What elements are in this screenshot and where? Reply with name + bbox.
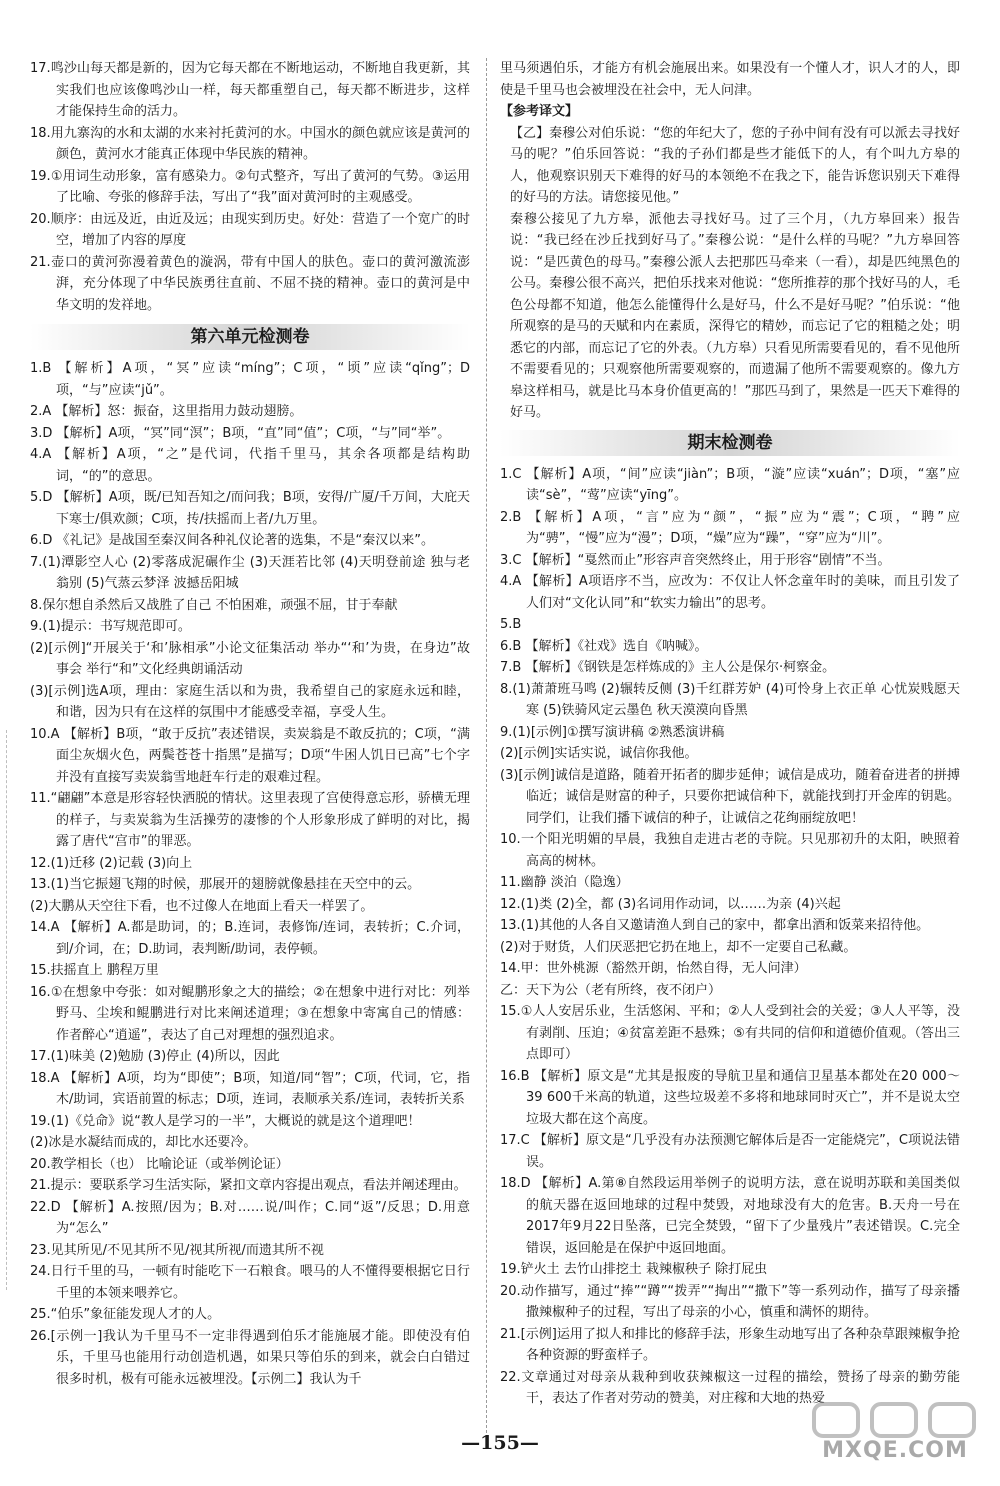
answer-item: 18.用九寨沟的水和太湖的水来衬托黄河的水。中国水的颜色就应该是黄河的颜色，黄河水才能真正体现中华民族的精神。 bbox=[30, 125, 470, 162]
answer-item: 25.“伯乐”象征能发现人才的人。 bbox=[30, 1307, 221, 1322]
translation-paragraph: 秦穆公接见了九方皋，派他去寻找好马。过了三个月，（九方皋回来）报告说：“我已经在沙丘找到好马了。”秦穆公说：“是什么样的马呢？”九方皋回答说：“是匹黄色的母马。”秦穆公派人去把那匹马牵来（一看），却是匹纯黑色的公马。秦穆公很不高兴，把伯乐找来对他说：“您所推荐的那个找好马的人，毛色公母都不知道，他怎么能懂得什么是好马，什么不是好马呢？”伯乐说：“他所观察的是马的天赋和内在素质，深得它的精妙，而忘记了它的粗糙之处；明悉它的内部，而忘记了它的外表。（九方皋）只看见所需要看见的，看不见他所不需要看见的；只观察他所需要观察的，而遗漏了他所不需要观察的。像九方皋这样相马，就是比马本身价值更高的！”那匹马到了，果然是一匹天下难得的好马。 bbox=[510, 211, 960, 420]
answer-item: (3)[示例]诚信是道路，随着开拓者的脚步延伸；诚信是成功，随着奋进者的拼搏临近；诚信是财富的种子，只要你把诚信种下，就能找到打开金库的钥匙。同学们，让我们播下诚信的种子，让诚信之花绚丽绽放吧！ bbox=[500, 767, 960, 826]
answer-item: 21.提示：要联系学习生活实际，紧扣文章内容提出观点，看法并阐述理由。 bbox=[30, 1178, 467, 1193]
answer-item: 13.(1)其他的人各自又邀请渔人到自己的家中，都拿出酒和饭菜来招待他。 bbox=[500, 918, 930, 933]
binding-margin-line bbox=[6, 730, 7, 1290]
answer-item: 5.D 【解析】A项，既/已知吾知之/而问我；B项，安得/广厦/千万间，大庇天下寒士/俱欢颜；C项，抟/扶摇而上者/九万里。 bbox=[30, 490, 470, 527]
page-number: —155— bbox=[461, 1432, 539, 1454]
answer-item: 7.B 【解析】《钢铁是怎样炼成的》主人公是保尔·柯察金。 bbox=[500, 660, 836, 675]
answer-item: 13.(1)当它振翅飞翔的时候，那展开的翅膀就像悬挂在天空中的云。 bbox=[30, 877, 421, 892]
answer-item: 8.保尔想自杀然后又战胜了自己 不怕困难，顽强不屈，甘于奉献 bbox=[30, 597, 398, 613]
answer-item: 22.文章通过对母亲从栽种到收获辣椒这一过程的描绘，赞扬了母亲的勤劳能干，表达了作者对劳动的赞美，对庄稼和大地的热爱 bbox=[500, 1369, 960, 1406]
answer-item: 15.扶摇直上 鹏程万里 bbox=[30, 963, 159, 978]
translation-paragraph: 【乙】秦穆公对伯乐说：“您的年纪大了，您的子孙中间有没有可以派去寻找好马的呢？”伯乐回答说：“我的子孙们都是些才能低下的人，有个叫九方皋的人，他观察识别天下难得的好马的本领绝不在我之下，能告诉您识别天下难得的好马的方法。请您接见他。” bbox=[510, 125, 960, 205]
answer-item: 2.A 【解析】怒：振奋，这里指用力鼓动翅膀。 bbox=[30, 404, 303, 419]
answer-item: 2.B 【解析】A项，“言”应为“颜”，“振”应为“震”；C项，“聘”应为“骋”，“慢”应为“漫”；D项，“燥”应为“躁”，“穿”应为“川”。 bbox=[500, 509, 960, 546]
answer-item: 21.壶口的黄河弥漫着黄色的漩涡，带有中国人的肤色。壶口的黄河激流澎湃，充分体现了中华民族勇往直前、不屈不挠的精神。壶口的黄河是中华文明的发祥地。 bbox=[30, 254, 470, 313]
answer-item: 20.顺序：由远及近，由近及远；由现实到历史。好处：营造了一个宽广的时空，增加了内容的厚度 bbox=[30, 211, 470, 248]
answer-item: (2)冰是水凝结而成的，却比水还要冷。 bbox=[30, 1135, 257, 1150]
reference-translation-label: 【参考译文】 bbox=[500, 104, 579, 119]
answer-item: 6.D 《礼记》是战国至秦汉间各种礼仪论著的选集，不是“秦汉以来”。 bbox=[30, 533, 435, 548]
answer-item: 20.动作描写，通过“捧”“蹲”“拨弄”“掏出”“撒下”等一系列动作，描写了母亲播撒辣椒种子的过程，写出了母亲的小心，慎重和满怀的期待。 bbox=[500, 1283, 960, 1320]
answer-item: 4.A 【解析】A项语序不当，应改为：不仅让人怀念童年时的美味，而且引发了人们对“文化认同”和“软实力输出”的思考。 bbox=[500, 574, 960, 611]
answer-item: 19.①用词生动形象，富有感染力。②句式整齐，写出了黄河的气势。③运用了比喻、夸张的修辞手法，写出了“我”面对黄河时的主观感受。 bbox=[30, 168, 470, 205]
answer-item: (2)[示例]实话实说，诚信你我他。 bbox=[500, 746, 698, 761]
watermark-logo: MXQE.COM bbox=[800, 1400, 992, 1480]
section-title-unit-six: 第六单元检测卷 bbox=[30, 324, 470, 350]
answer-item: 1.B 【解析】A项，“冥”应读“míng”；C项，“顷”应读“qǐng”；D项，“与”应读“jǔ”。 bbox=[30, 361, 470, 398]
answer-item: 乙：天下为公（老有所终，夜不闭户） bbox=[500, 982, 722, 998]
answer-item: 7.(1)潭影空人心 (2)零落成泥碾作尘 (3)天涯若比邻 (4)天明登前途 独与老翁别 (5)气蒸云梦泽 波撼岳阳城 bbox=[30, 554, 470, 591]
answer-item: 26.[示例一]我认为千里马不一定非得遇到伯乐才能施展才能。即使没有伯乐，千里马也能用行动创造机遇，如果只等伯乐的到来，就会白白错过很多时机，极有可能永远被埋没。【示例二】我认为千 bbox=[30, 1328, 470, 1387]
answer-item: (3)[示例]选A项，理由：家庭生活以和为贵，我希望自己的家庭永远和睦，和谐，因为只有在这样的氛围中才能感受幸福，享受人生。 bbox=[30, 683, 470, 720]
answer-item: 1.C 【解析】A项，“间”应读“jiàn”；B项，“漩”应读“xuán”；D项，“塞”应读“sè”，“莺”应读“yīng”。 bbox=[500, 466, 960, 503]
answer-item: 22.D 【解析】A.按照/因为；B.对……说/叫作；C.同“返”/反思；D.用意为“怎么” bbox=[30, 1199, 470, 1236]
answer-item: 24.日行千里的马，一顿有时能吃下一石粮食。喂马的人不懂得要根据它日行千里的本领来喂养它。 bbox=[30, 1264, 470, 1301]
continued-answer: 里马须遇伯乐，才能方有机会施展出来。如果没有一个懂人才，识人才的人，即使是千里马也会被埋没在社会中，无人问津。 bbox=[500, 61, 960, 98]
answer-item: 8.(1)萧萧班马鸣 (2)辗转反侧 (3)千红群芳妒 (4)可怜身上衣正单 心忧炭贱愿天寒 (5)铁骑风定云墨色 秋天漠漠向昏黑 bbox=[500, 681, 960, 718]
answer-item: 19.铲火土 去竹山排挖土 栽辣椒秧子 除打屁虫 bbox=[500, 1262, 768, 1277]
answer-item: 11.“翩翩”本意是形容轻快洒脱的情状。这里表现了宫使得意忘形，骄横无理的样子，与卖炭翁为生活操劳的凄惨的个人形象形成了鲜明的对比，揭露了唐代“宫市”的罪恶。 bbox=[30, 791, 470, 849]
answer-item: 9.(1)提示：书写规范即可。 bbox=[30, 619, 191, 634]
answer-item: 23.见其所见/不见其所不见/视其所视/而遗其所不视 bbox=[30, 1242, 324, 1258]
answer-item: 4.A 【解析】A项，“之”是代词，代指千里马，其余各项都是结构助词，“的”的意思。 bbox=[30, 447, 470, 484]
answer-item: 14.甲：世外桃源（豁然开朗，怡然自得，无人问津） bbox=[500, 961, 807, 976]
answer-item: 18.A 【解析】A项，均为“即使”；B项，知道/同“智”；C项，代词，它，指木/助词，宾语前置的标志；D项，连词，表顺承关系/连词，表转折关系 bbox=[30, 1070, 470, 1107]
unit-six-answers bbox=[30, 358, 470, 1390]
section-title-final-exam: 期末检测卷 bbox=[500, 430, 960, 456]
final-exam-answers bbox=[500, 464, 960, 1410]
answer-item: 21.[示例]运用了拟人和排比的修辞手法，形象生动地写出了各种杂草跟辣椒争抢各种资源的野蛮样子。 bbox=[500, 1326, 960, 1363]
answer-item: 3.D 【解析】A项，“冥”同“溟”；B项，“直”同“值”；C项，“与”同“举”。 bbox=[30, 425, 451, 441]
answer-item: 12.(1)类 (2)全，都 (3)名词用作动词，以……为亲 (4)兴起 bbox=[500, 896, 841, 912]
answer-item: 11.幽静 淡泊（隐逸） bbox=[500, 875, 629, 890]
answer-item: (2)对于财货，人们厌恶把它扔在地上，却不一定要自己私藏。 bbox=[500, 939, 857, 955]
answer-item: 9.(1)[示例]①撰写演讲稿 ②熟悉演讲稿 bbox=[500, 724, 725, 740]
column-divider bbox=[486, 58, 487, 1438]
answer-item: 16.B 【解析】原文是“尤其是报废的导航卫星和通信卫星基本都处在20 000～39 600千米高的轨道，这些垃圾差不多将和地球同时灭亡”，并不是说太空垃圾大都在这个高度。 bbox=[500, 1068, 960, 1127]
answer-item: (2)[示例]“开展关于‘和’脉相承”小论文征集活动 举办“‘和’为贵，在身边”故事会 举行“和”文化经典朗诵活动 bbox=[30, 640, 470, 677]
answer-item: 12.(1)迁移 (2)记载 (3)向上 bbox=[30, 855, 193, 871]
answer-item: 17.(1)味美 (2)勉励 (3)停止 (4)所以，因此 bbox=[30, 1049, 280, 1064]
answer-item: 15.①人人安居乐业，生活悠闲、平和；②人人受到社会的关爱；③人人平等，没有剥削、压迫；④贫富差距不悬殊；⑤有共同的信仰和道德价值观。（答出三点即可） bbox=[500, 1004, 960, 1062]
answer-item: (2)大鹏从天空往下看，也不过像人在地面上看天一样罢了。 bbox=[30, 898, 374, 914]
answer-item: 19.(1)《兑命》说“教人是学习的一半”，大概说的就是这个道理吧！ bbox=[30, 1113, 421, 1129]
answer-item: 16.①在想象中夸张：如对鲲鹏形象之大的描绘；②在想象中进行对比：列举野马、尘埃和鲲鹏进行对比来阐述道理；③在想象中寄寓自己的情感：作者醉心“逍遥”，表达了自己对理想的强烈追求。 bbox=[30, 984, 470, 1043]
answer-item: 5.B bbox=[500, 617, 522, 632]
answer-item: 17.C 【解析】原文是“几乎没有办法预测它解体后是否一定能烧完”，C项说法错误。 bbox=[500, 1133, 960, 1170]
answer-item: 6.B 【解析】《社戏》选自《呐喊》。 bbox=[500, 638, 708, 654]
answer-item: 3.C 【解析】“戛然而止”形容声音突然终止，用于形容“剧情”不当。 bbox=[500, 552, 891, 568]
answer-item: 20.教学相长（也） 比喻论证（或举例论证） bbox=[30, 1156, 289, 1172]
answer-item: 14.A 【解析】A.都是助词，的；B.连词，表修饰/连词，表转折；C.介词，到/介词，在；D.助词，表判断/助词，表停顿。 bbox=[30, 920, 470, 957]
unit-five-answers bbox=[30, 58, 470, 316]
answer-item: 10.一个阳光明媚的早晨，我独自走进古老的寺院。只见那初升的太阳，映照着高高的树林。 bbox=[500, 832, 960, 869]
answer-item: 17.鸣沙山每天都是新的，因为它每天都在不断地运动，不断地自我更新，其实我们也应该像鸣沙山一样，每天都重塑自己，每天都不断进步，这样才能保持生命的活力。 bbox=[30, 61, 470, 119]
answer-item: 18.D 【解析】A.第⑧自然段运用举例子的说明方法，意在说明苏联和美国类似的航天器在返回地球的过程中焚毁，对地球没有大的危害。B.天舟一号在2017年9月22日坠落，已完全焚毁，“留下了少量残片”表述错误。C.完全错误，返回舱是在保护中返回地面。 bbox=[500, 1176, 960, 1256]
right-column bbox=[500, 58, 960, 1410]
reference-translation bbox=[500, 123, 960, 424]
answer-item: 10.A 【解析】B项，“敢于反抗”表述错误，卖炭翁是不敢反抗的；C项，“满面尘灰烟火色，两鬓苍苍十指黑”是描写；D项“牛困人饥日已高”七个字并没有直接写卖炭翁雪地赶车行走的艰难过程。 bbox=[30, 726, 470, 785]
left-column bbox=[30, 58, 470, 1390]
watermark-icon bbox=[800, 1400, 992, 1440]
